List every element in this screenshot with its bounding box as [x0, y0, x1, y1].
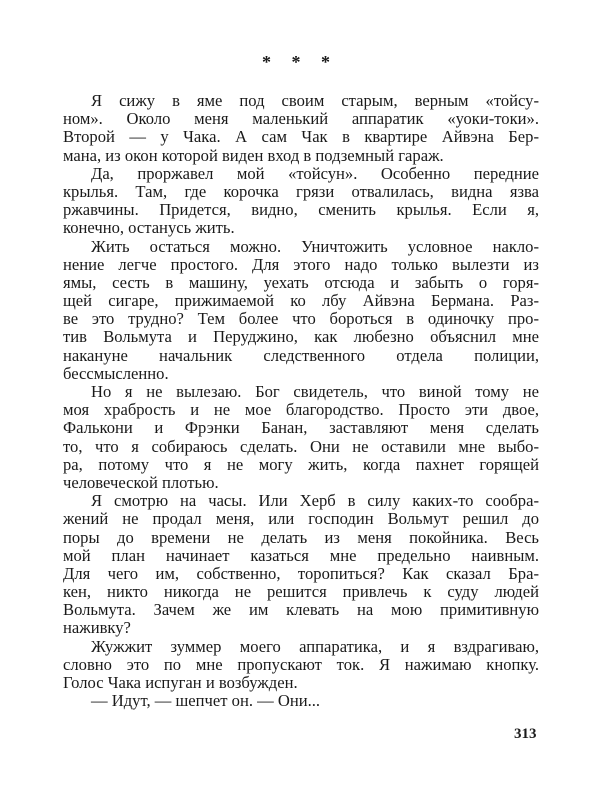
text-line: человеческой плотью. — [63, 472, 219, 492]
text-line: ра, потому что я не могу жить, когда пахнет горящей — [63, 454, 539, 474]
text-line: крылья. Там, где корочка грязи отвалилась, видна язва — [63, 181, 539, 201]
paragraph — [63, 165, 539, 238]
text-line: Да, проржавел мой «тойсун». Особенно передние — [91, 163, 539, 183]
text-line: моя храбрость и не мое благородство. Просто эти двое, — [63, 400, 539, 420]
text-line: Второй — у Чака. А сам Чак в квартире Айвэна Бер- — [63, 127, 539, 147]
page-body-text — [63, 92, 539, 710]
text-line: Я сижу в яме под своим старым, верным «тойсу- — [91, 91, 539, 110]
page-number: 313 — [514, 726, 537, 742]
text-line: Для чего им, собственно, торопиться? Как сказал Бра- — [63, 563, 539, 583]
text-line: поры до времени не делать из меня покойника. Весь — [63, 527, 539, 547]
paragraph — [63, 383, 539, 492]
text-line: жений не продал меня, или господин Вольмут решил до — [63, 509, 539, 529]
text-line: кен, никто никогда не решится привлечь к суду людей — [63, 582, 539, 602]
text-line: Я смотрю на часы. Или Херб в силу каких-то сообра- — [91, 491, 539, 511]
text-line: ямы, сесть в машину, уехать отсюда и забыть о горя- — [63, 272, 539, 292]
section-separator: * * * — [262, 52, 338, 72]
text-line: Вольмута. Зачем же им клевать на мою примитивную — [63, 600, 539, 620]
text-line: мана, из окон которой виден вход в подземный гараж. — [63, 145, 444, 165]
paragraph — [63, 692, 539, 710]
text-line: тив Вольмута и Перуджино, как любезно объяснил мне — [63, 327, 539, 347]
text-line: накануне начальник следственного отдела полиции, — [63, 345, 539, 365]
text-line: наживку? — [63, 618, 131, 638]
paragraph — [63, 92, 539, 165]
text-line: словно это по мне пропускают ток. Я нажимаю кнопку. — [63, 654, 539, 674]
text-line: Но я не вылезаю. Бог свидетель, что виной тому не — [91, 382, 539, 401]
paragraph — [63, 638, 539, 693]
text-line: Голос Чака испуган и возбужден. — [63, 673, 298, 692]
text-line: ном». Около меня маленький аппаратик «уоки-токи». — [63, 109, 539, 129]
text-line: то, что я собираюсь сделать. Они не оставили мне выбо- — [63, 436, 539, 456]
text-line: ржавчины. Придется, видно, сменить крылья. Если я, — [63, 200, 539, 220]
text-line: конечно, останусь жить. — [63, 218, 235, 238]
paragraph — [63, 238, 539, 384]
text-line: мой план начинает казаться мне предельно наивным. — [63, 545, 539, 565]
text-line: ве это трудно? Тем более что бороться в одиночку про- — [63, 309, 539, 329]
text-line: — Идут, — шепчет он. — Они... — [91, 691, 321, 711]
text-line: щей сигаре, прижимаемой ко лбу Айвэна Бермана. Раз- — [63, 291, 539, 311]
text-line: бессмысленно. — [63, 363, 169, 383]
text-line: нение легче простого. Для этого надо только вылезти из — [63, 254, 539, 274]
text-line: Жужжит зуммер моего аппаратика, и я вздрагиваю, — [91, 636, 539, 656]
paragraph — [63, 492, 539, 638]
text-line: Фалькони и Фрэнки Банан, заставляют меня сделать — [63, 418, 539, 438]
text-line: Жить остаться можно. Уничтожить условное накло- — [91, 236, 539, 256]
